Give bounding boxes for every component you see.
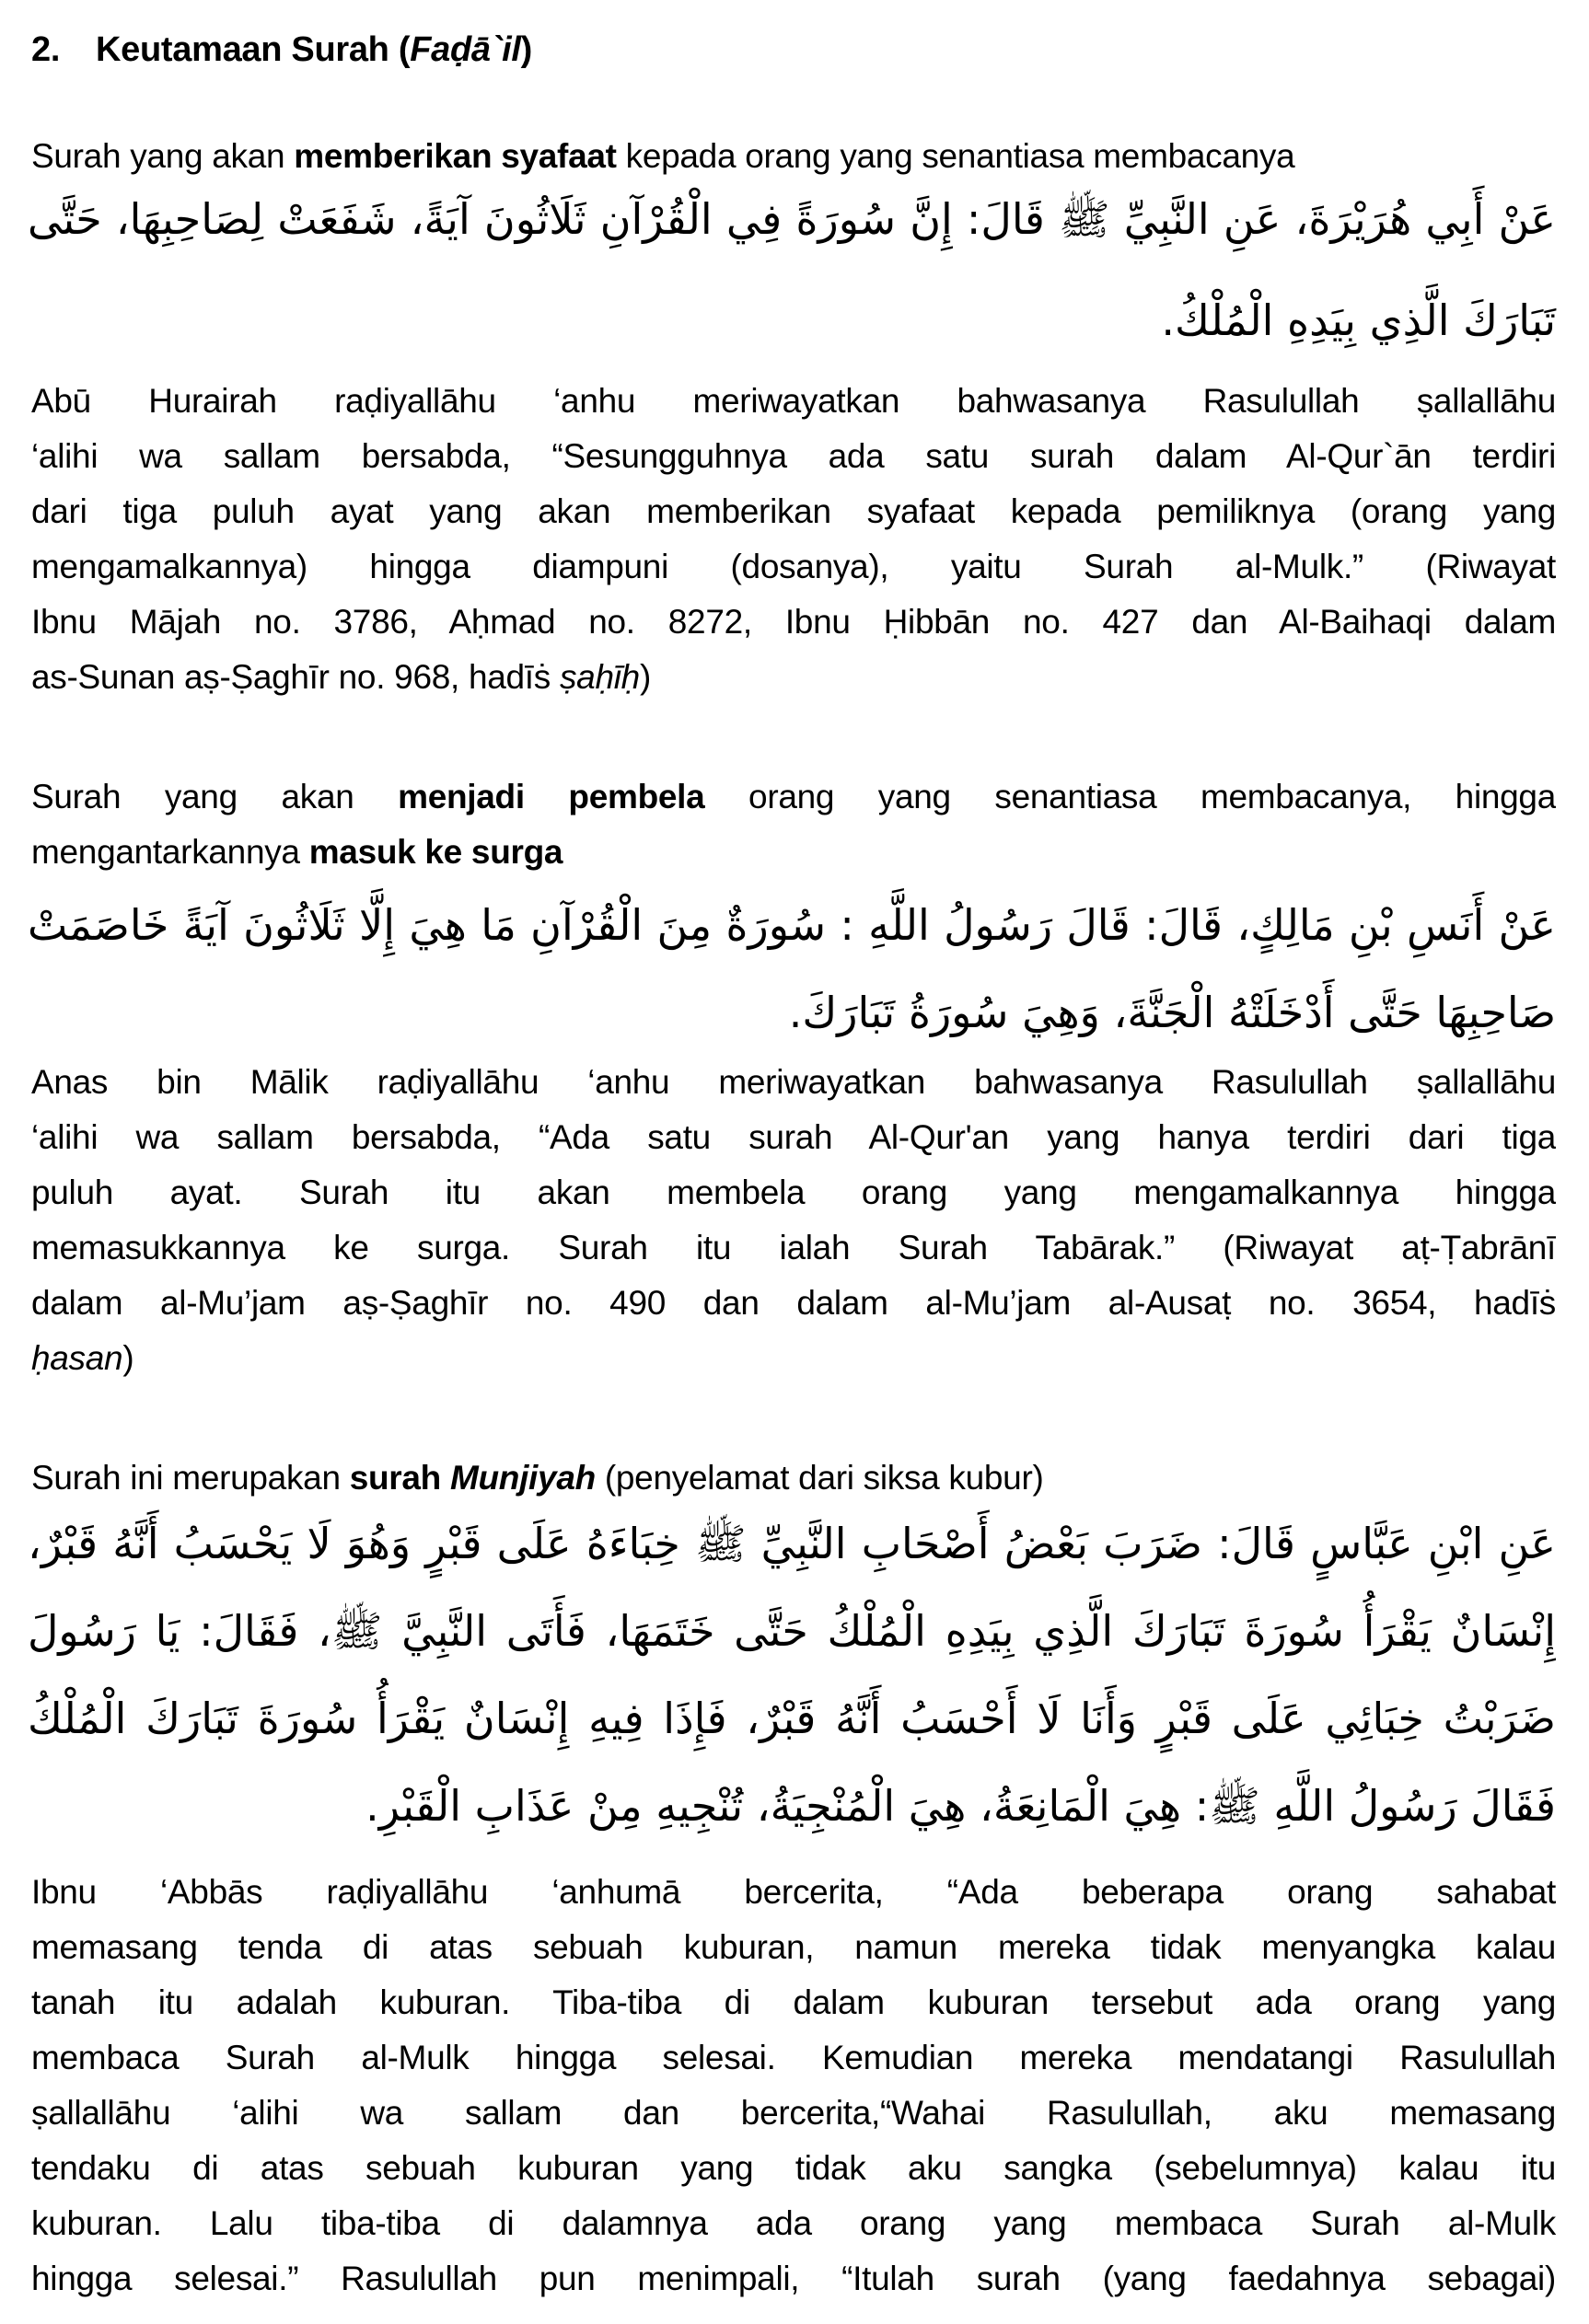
hadith-grade: ḥasan [31,1339,123,1377]
section-1-translation-line: dari tiga puluh ayat yang akan memberikan syafaat kepada pemiliknya (orang yang [31,492,1556,530]
section-2-arabic-line: عَنْ أَنَسِ بْنِ مَالِكٍ، قَالَ: قَالَ رَسُولُ اللَّهِ : سُورَةٌ مِنَ الْقُرْآنِ مَا هِيَ إِلَّا ثَلَاثُونَ آيَةً خَاصَمَتْ [28,900,1556,950]
section-3-intro [31,1451,1556,1506]
section-2-intro [31,769,1556,825]
section-3-translation-line: ṣallallāhu ‘alihi wa sallam dan bercerita,“Wahai Rasulullah, aku memasang [31,2094,1556,2132]
section-3-translation-line: tendaku di atas sebuah kuburan yang tidak aku sangka (sebelumnya) kalau itu [31,2149,1556,2187]
section-3-translation-line: kuburan. Lalu tiba-tiba di dalamnya ada orang yang membaca Surah al-Mulk [31,2204,1556,2242]
section-1-arabic-line: عَنْ أَبِي هُرَيْرَةَ، عَنِ النَّبِيِّ ﷺ قَالَ: إِنَّ سُورَةً فِي الْقُرْآنِ ثَلَاثُونَ آيَةً، شَفَعَتْ لِصَاحِبِهَا، حَتَّى [28,194,1556,244]
section-1-arabic-line: تَبَارَكَ الَّذِي بِيَدِهِ الْمُلْكُ. [1161,295,1556,345]
citation-text: as-Sunan aṣ-Ṣaghīr no. 968, hadīṡ [31,658,560,696]
section-3-translation-line: Ibnu ‘Abbās raḍiyallāhu ‘anhumā bercerita, “Ada beberapa orang sahabat [31,1873,1556,1911]
section-3-arabic-line: فَقَالَ رَسُولُ اللَّهِ ﷺ: هِيَ الْمَانِعَةُ، هِيَ الْمُنْجِيَةُ، تُنْجِيهِ مِنْ عَذَابِ الْقَبْرِ. [365,1781,1556,1831]
section-2-translation-line: dalam al-Mu’jam aṣ-Ṣaghīr no. 490 dan dalam al-Mu’jam al-Ausaṭ no. 3654, hadīṡ [31,1284,1556,1322]
section-1-translation-line [31,650,1556,705]
heading-title-italic: Faḍā`il [410,30,521,69]
citation-text: ) [122,1339,134,1377]
hadith-grade: ṣaḥīḥ [559,658,640,696]
intro-bold: masuk ke surga [308,833,563,871]
section-3-translation-line: tanah itu adalah kuburan. Tiba-tiba di dalam kuburan tersebut ada orang yang [31,1983,1556,2021]
section-3-translation-line: memasang tenda di atas sebuah kuburan, namun mereka tidak menyangka kalau [31,1928,1556,1966]
section-3-arabic-line: عَنِ ابْنِ عَبَّاسٍ قَالَ: ضَرَبَ بَعْضُ أَصْحَابِ النَّبِيِّ ﷺ خِبَاءَهُ عَلَى قَبْرٍ وَهُوَ لَا يَحْسَبُ أَنَّهُ قَبْرٌ، [28,1519,1556,1568]
heading-title-suffix: ) [520,30,532,69]
intro-text: Surah ini merupakan [31,1459,350,1497]
intro-bold-italic: Munjiyah [449,1459,596,1497]
section-heading [31,22,1556,77]
section-1-intro [31,129,1556,184]
section-2-arabic-line: صَاحِبِهَا حَتَّى أَدْخَلَتْهُ الْجَنَّةَ، وَهِيَ سُورَةُ تَبَارَكَ. [788,988,1556,1037]
intro-text: (penyelamat dari siksa kubur) [595,1459,1044,1497]
section-1-translation-line: Abū Hurairah raḍiyallāhu ‘anhu meriwayatkan bahwasanya Rasulullah ṣallallāhu [31,382,1556,420]
section-2-translation-line: puluh ayat. Surah itu akan membela orang yang mengamalkannya hingga [31,1174,1556,1211]
intro-bold: surah [349,1459,450,1497]
section-2-translation-line: ‘alihi wa sallam bersabda, “Ada satu surah Al-Qur'an yang hanya terdiri dari tiga [31,1118,1556,1156]
section-1-translation-line: ‘alihi wa sallam bersabda, “Sesungguhnya ada satu surah dalam Al-Qur`ān terdiri [31,437,1556,475]
section-3-translation-line: hingga selesai.” Rasulullah pun menimpali, “Itulah surah (yang faedahnya sebagai) [31,2260,1556,2297]
intro-text: orang yang senantiasa membacanya, hingga [704,778,1556,815]
section-3-arabic-line: ضَرَبْتُ خِبَائِي عَلَى قَبْرٍ وَأَنَا لَا أَحْسَبُ أَنَّهُ قَبْرٌ، فَإِذَا فِيهِ إِنْسَانٌ يَقْرَأُ سُورَةَ تَبَارَكَ الْمُلْكُ [28,1694,1556,1743]
heading-title-prefix: Keutamaan Surah ( [96,30,411,69]
intro-text: Surah yang akan [31,137,295,175]
intro-text: mengantarkannya [31,833,309,871]
section-2-translation-line [31,1331,1556,1386]
section-1-translation-line: mengamalkannya) hingga diampuni (dosanya), yaitu Surah al-Mulk.” (Riwayat [31,548,1556,585]
intro-bold: menjadi pembela [398,778,705,815]
intro-text: Surah yang akan [31,778,399,815]
section-3-arabic-line: إِنْسَانٌ يَقْرَأُ سُورَةَ تَبَارَكَ الَّذِي بِيَدِهِ الْمُلْكُ حَتَّى خَتَمَهَا، فَأَتَى النَّبِيَّ ﷺ، فَقَالَ: يَا رَسُولَ [28,1606,1556,1656]
section-2-intro [31,825,1556,880]
section-3-translation-line: membaca Surah al-Mulk hingga selesai. Kemudian mereka mendatangi Rasulullah [31,2039,1556,2076]
heading-number: 2. [31,30,61,69]
section-2-translation-line: Anas bin Mālik raḍiyallāhu ‘anhu meriwayatkan bahwasanya Rasulullah ṣallallāhu [31,1063,1556,1101]
section-2-translation-line: memasukkannya ke surga. Surah itu ialah Surah Tabārak.” (Riwayat aṭ-Ṭabrānī [31,1229,1556,1266]
intro-text: kepada orang yang senantiasa membacanya [616,137,1295,175]
section-1-translation-line: Ibnu Mājah no. 3786, Aḥmad no. 8272, Ibnu Ḥibbān no. 427 dan Al-Baihaqi dalam [31,603,1556,641]
citation-text: ) [639,658,651,696]
intro-bold: memberikan syafaat [294,137,617,175]
